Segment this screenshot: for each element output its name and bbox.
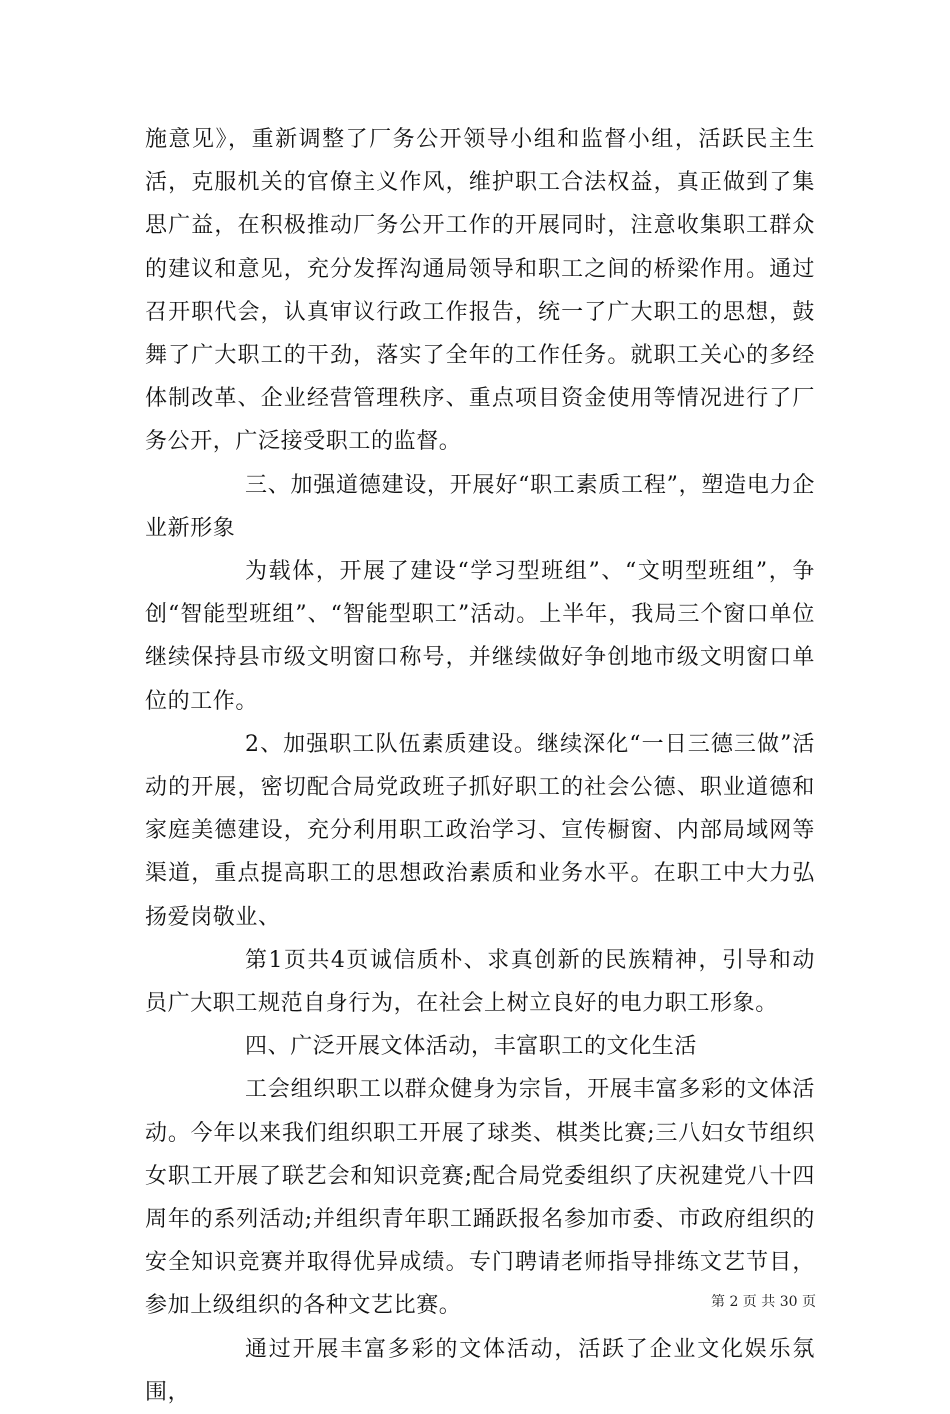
section-heading-4: 四、广泛开展文体活动，丰富职工的文化生活: [245, 1034, 698, 1060]
section-heading-3: 三、加强道德建设，开展好“职工素质工程”，塑造电力企业新形象: [145, 472, 815, 541]
paragraph: 2、加强职工队伍素质建设。继续深化“一日三德三做”活动的开展，密切配合局党政班子抓好职工的社会公德、职业道德和家庭美德建设，充分利用职工政治学习、宣传橱窗、内部局域网等渠道，重点提高职工的思想政治素质和业务水平。在职工中大力弘扬爱岗敬业、: [145, 731, 815, 930]
document-body: [145, 118, 815, 1414]
paragraph: 第1页共4页诚信质朴、求真创新的民族精神，引导和动员广大职工规范自身行为，在社会上树立良好的电力职工形象。: [145, 947, 815, 1017]
paragraph: 工会组织职工以群众健身为宗旨，开展丰富多彩的文体活动。今年以来我们组织职工开展了球类、棋类比赛;三八妇女节组织女职工开展了联艺会和知识竞赛;配合局党委组织了庆祝建党八十四周年的系列活动;并组织青年职工踊跃报名参加市委、市政府组织的安全知识竞赛并取得优异成绩。专门聘请老师指导排练文艺节目，参加上级组织的各种文艺比赛。: [145, 1077, 815, 1319]
paragraph: 施意见》，重新调整了厂务公开领导小组和监督小组，活跃民主生活，克服机关的官僚主义作风，维护职工合法权益，真正做到了集思广益，在积极推动厂务公开工作的开展同时，注意收集职工群众的建议和意见，充分发挥沟通局领导和职工之间的桥梁作用。通过召开职代会，认真审议行政工作报告，统一了广大职工的思想，鼓舞了广大职工的干劲，落实了全年的工作任务。就职工关心的多经体制改革、企业经营管理秩序、重点项目资金使用等情况进行了厂务公开，广泛接受职工的监督。: [145, 127, 815, 455]
paragraph: 通过开展丰富多彩的文体活动，活跃了企业文化娱乐氛围，: [145, 1336, 815, 1405]
page-number-footer: 第 2 页 共 30 页: [711, 1294, 816, 1310]
paragraph: 为载体，开展了建设“学习型班组”、“文明型班组”，争创“智能型班组”、“智能型职工”活动。上半年，我局三个窗口单位继续保持县市级文明窗口称号，并继续做好争创地市级文明窗口单位的工作。: [145, 559, 815, 714]
